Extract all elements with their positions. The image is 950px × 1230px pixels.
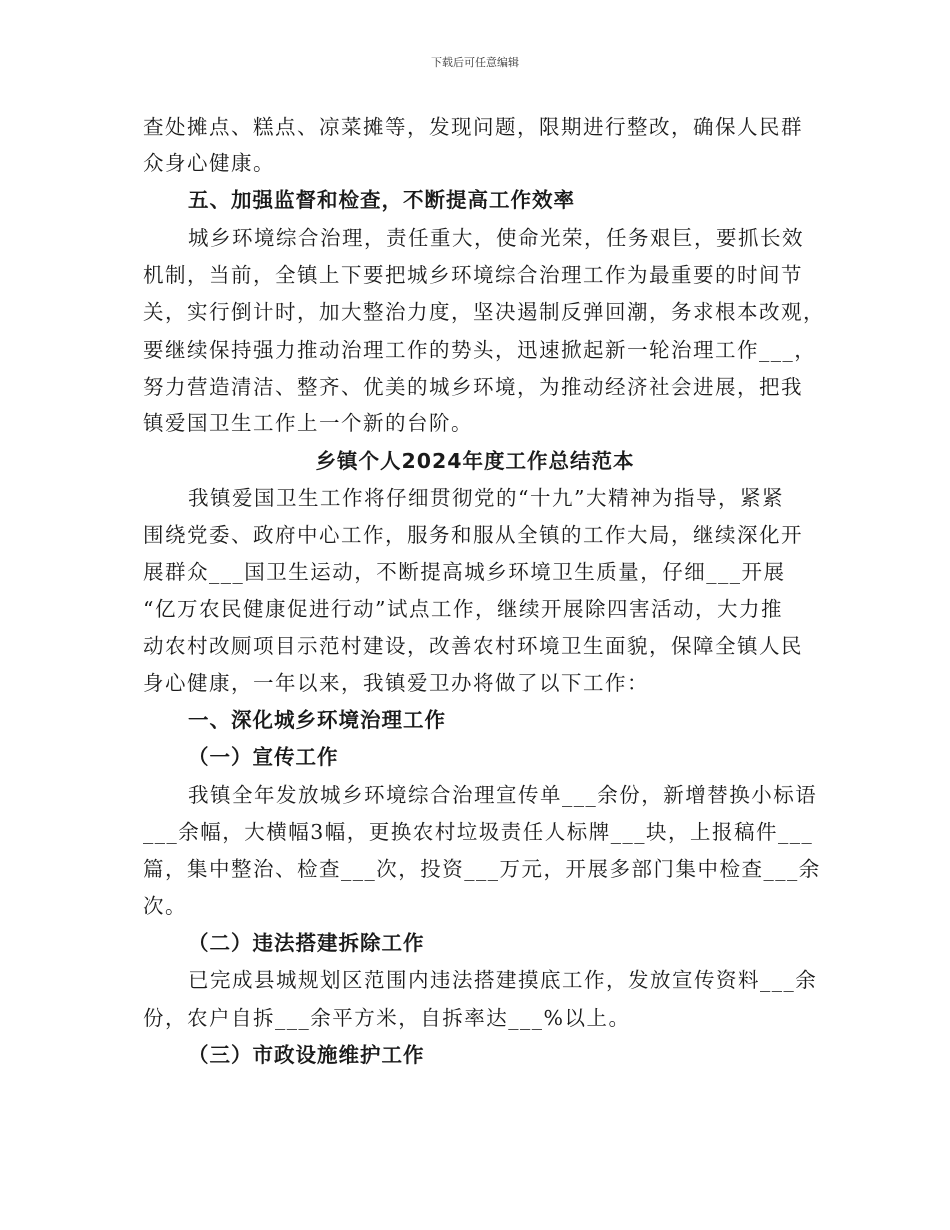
text-line: 我镇全年发放城乡环境综合治理宣传单___余份，新增替换小标语	[188, 783, 818, 807]
page-header: 下载后可任意编辑	[431, 56, 519, 69]
text-line: 次。	[143, 894, 187, 918]
text-line: ___余幅，大横幅3幅，更换农村垃圾责任人标牌___块，上报稿件___	[143, 820, 814, 844]
text-line: “亿万农民健康促进行动”试点工作，继续开展除四害活动，大力推	[143, 597, 783, 621]
text-line: 围绕党委、政府中心工作，服务和服从全镇的工作大局，继续深化开	[143, 523, 803, 547]
text-line: 篇，集中整治、检查___次，投资___万元，开展多部门集中检查___余	[143, 857, 821, 881]
text-line: 镇爱国卫生工作上一个新的台阶。	[143, 411, 473, 435]
text-line: 我镇爱国卫生工作将仔细贯彻党的“十九”大精神为指导，紧紧	[188, 486, 784, 510]
subsection-heading: （二）违法搭建拆除工作	[188, 931, 425, 955]
text-line: 身心健康，一年以来，我镇爱卫办将做了以下工作：	[143, 671, 649, 695]
text-line: 众身心健康。	[143, 151, 275, 175]
text-line: 动农村改厕项目示范村建设，改善农村环境卫生面貌，保障全镇人民	[143, 634, 803, 658]
section-heading: 一、深化城乡环境治理工作	[188, 708, 446, 732]
text-line: 机制，当前，全镇上下要把城乡环境综合治理工作为最重要的时间节	[143, 263, 803, 287]
text-line: 关，实行倒计时，加大整治力度，坚决遏制反弹回潮，务求根本改观，	[143, 300, 825, 324]
text-line: 份，农户自拆___余平方米，自拆率达___%以上。	[143, 1006, 631, 1030]
section-heading: 五、加强监督和检查，不断提高工作效率	[188, 188, 575, 212]
document-title: 乡镇个人2024年度工作总结范本	[315, 449, 635, 473]
text-line: 努力营造清洁、整齐、优美的城乡环境，为推动经济社会进展，把我	[143, 375, 803, 399]
text-line: 查处摊点、糕点、凉菜摊等，发现问题，限期进行整改，确保人民群	[143, 115, 803, 139]
text-line: 要继续保持强力推动治理工作的势头，迅速掀起新一轮治理工作___，	[143, 338, 817, 362]
text-line: 城乡环境综合治理，责任重大，使命光荣，任务艰巨，要抓长效	[188, 226, 804, 250]
text-line: 已完成县城规划区范围内违法搭建摸底工作，发放宣传资料___余	[188, 968, 818, 992]
subsection-heading: （一）宣传工作	[188, 745, 339, 769]
text-line: 展群众___国卫生运动，不断提高城乡环境卫生质量，仔细___开展	[143, 560, 786, 584]
subsection-heading: （三）市政设施维护工作	[188, 1043, 425, 1067]
